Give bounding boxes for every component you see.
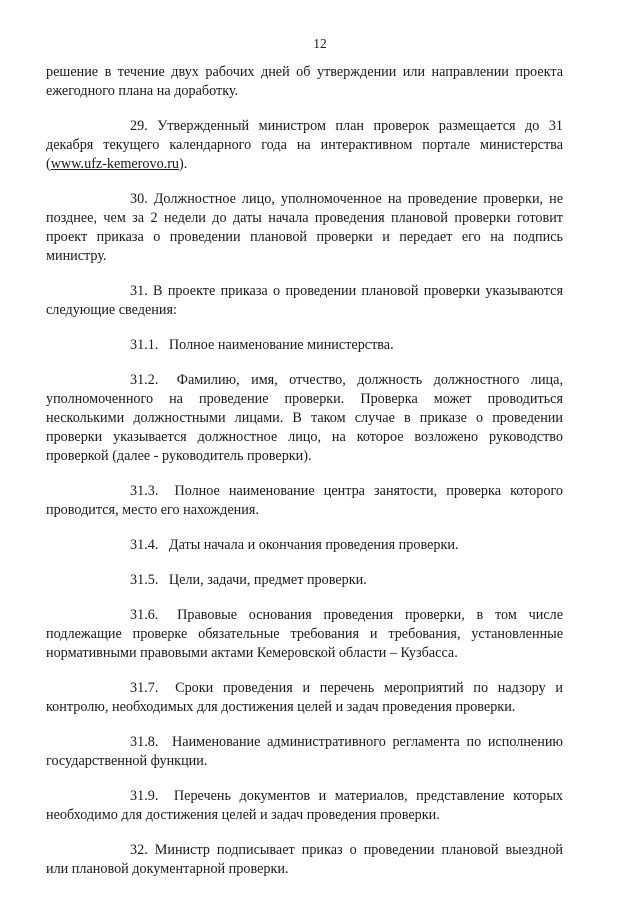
- paragraph-number: 31.1.: [130, 337, 159, 353]
- paragraph-31-1: [46, 336, 563, 355]
- paragraph-text: Утвержденный министром план проверок размещается до 31 декабря текущего календарного года на интерактивном портале министерства (: [46, 118, 564, 172]
- paragraph-29: [46, 117, 563, 174]
- paragraph-31-9: [46, 787, 563, 825]
- paragraph-31-8: [46, 733, 563, 771]
- paragraph-31-2: [46, 371, 563, 466]
- paragraph-text: решение в течение двух рабочих дней об утверждении или направлении проекта ежегодного плана на доработку.: [46, 64, 563, 99]
- paragraph-text: Перечень документов и материалов, представление которых необходимо для достижения целей и задач проведения проверки.: [46, 788, 563, 823]
- paragraph-31-7: [46, 679, 563, 717]
- paragraph-number: 31.8.: [130, 734, 159, 750]
- document-body: [46, 63, 563, 895]
- page-number: 12: [313, 36, 327, 51]
- paragraph-text: Фамилию, имя, отчество, должность должностного лица, уполномоченного на проведение проверки. Проверка может проводиться несколькими должностными лицами. В таком случае в приказе о проведении проверки указывается должностное лицо, на которое возложено руководство проверкой (далее - руководитель проверки).: [46, 372, 563, 464]
- paragraph-text: Сроки проведения и перечень мероприятий по надзору и контролю, необходимых для достижения целей и задач проведения проверки.: [46, 680, 564, 715]
- paragraph-32: [46, 841, 563, 879]
- paragraph-31-5: [46, 571, 563, 590]
- portal-link[interactable]: www.ufz-kemerovo.ru: [50, 156, 180, 172]
- paragraph-text: Должностное лицо, уполномоченное на проведение проверки, не позднее, чем за 2 недели до даты начала проведения плановой проверки готовит проект приказа о проведении плановой проверки и передает его на подпись министру.: [46, 191, 563, 264]
- paragraph-text: Даты начала и окончания проведения проверки.: [168, 537, 459, 553]
- paragraph-number: 31.7.: [130, 680, 159, 696]
- paragraph-text: Министр подписывает приказ о проведении плановой выездной или плановой документарной проверки.: [46, 842, 564, 877]
- paragraph-text: Наименование административного регламента по исполнению государственной функции.: [46, 734, 564, 769]
- paragraph-number: 31.5.: [130, 572, 159, 588]
- paragraph-number: 31.6.: [130, 607, 159, 623]
- paragraph-number: 32.: [130, 842, 148, 858]
- paragraph-number: 31.4.: [130, 537, 159, 553]
- paragraph-30: [46, 190, 563, 266]
- paragraph-text: Цели, задачи, предмет проверки.: [168, 572, 367, 588]
- paragraph-number: 29.: [130, 118, 148, 134]
- paragraph-text: Полное наименование министерства.: [168, 337, 394, 353]
- paragraph-number: 31.3.: [130, 483, 159, 499]
- paragraph-number: 31.9.: [130, 788, 159, 804]
- paragraph-text: В проекте приказа о проведении плановой проверки указываются следующие сведения:: [46, 283, 563, 318]
- paragraph-number: 31.2.: [130, 372, 159, 388]
- paragraph-text: Полное наименование центра занятости, проверка которого проводится, место его нахождения.: [46, 483, 563, 518]
- paragraph-text: Правовые основания проведения проверки, в том числе подлежащие проверке обязательные требования и требования, установленные нормативными правовыми актами Кемеровской области – Кузбасса.: [46, 607, 563, 661]
- paragraph-continuation: [46, 63, 563, 101]
- paragraph-number: 30.: [130, 191, 148, 207]
- paragraph-31: [46, 282, 563, 320]
- paragraph-31-3: [46, 482, 563, 520]
- paragraph-text-end: ).: [179, 156, 188, 172]
- paragraph-number: 31.: [130, 283, 148, 299]
- paragraph-31-4: [46, 536, 563, 555]
- paragraph-31-6: [46, 606, 563, 663]
